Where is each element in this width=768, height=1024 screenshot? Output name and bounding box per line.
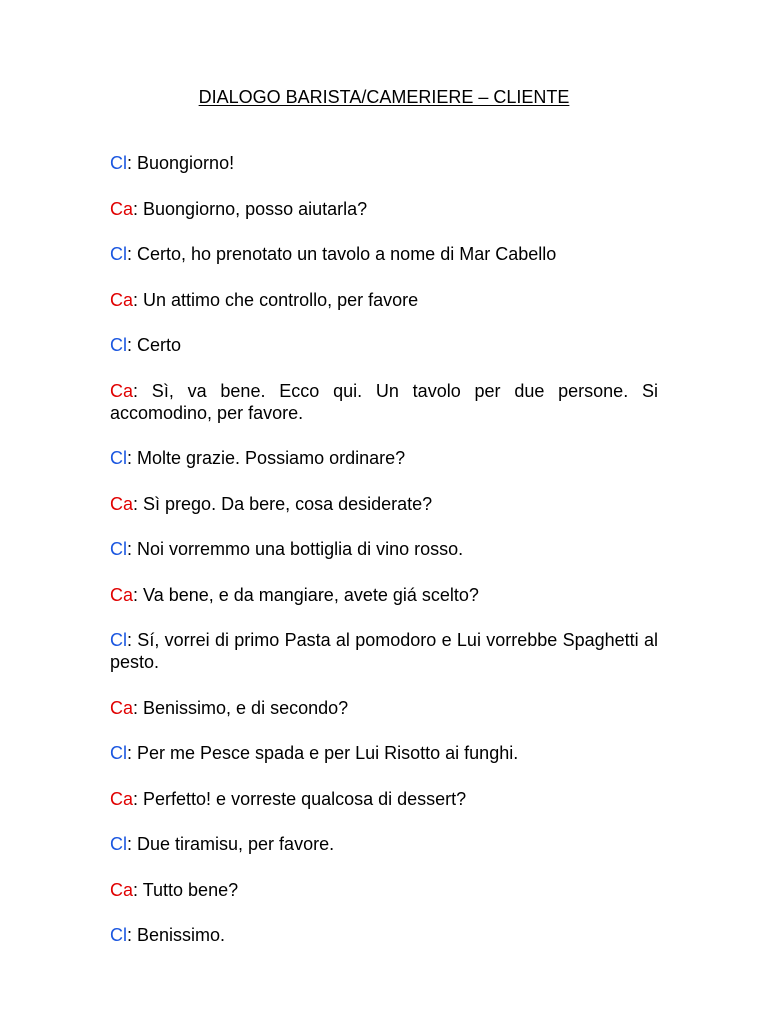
utterance-text: : Sì prego. Da bere, cosa desiderate? — [133, 493, 433, 514]
dialogue-line — [110, 380, 658, 424]
speaker-label: Ca — [110, 198, 134, 219]
utterance-text: : Certo — [127, 335, 182, 355]
utterance-text: : Perfetto! e vorreste qualcosa di dessert? — [133, 788, 467, 809]
speaker-label: Cl — [110, 539, 127, 559]
speaker-label: Cl — [110, 244, 127, 264]
dialogue-line — [110, 538, 658, 560]
speaker-label: Cl — [110, 834, 127, 854]
utterance-text: : Certo, ho prenotato un tavolo a nome di Mar Cabello — [127, 244, 557, 264]
utterance-text: : Molte grazie. Possiamo ordinare? — [127, 448, 406, 468]
dialogue-line — [110, 879, 658, 901]
utterance-text: : Sì, va bene. Ecco qui. Un tavolo per due persone. Si accomodino, per favore. — [110, 380, 658, 423]
speaker-label: Cl — [110, 448, 127, 468]
dialogue-line — [110, 493, 658, 515]
dialogue-list — [110, 152, 658, 946]
utterance-text: : Va bene, e da mangiare, avete giá scelto? — [133, 584, 479, 605]
speaker-label: Ca — [110, 697, 134, 718]
speaker-label: Ca — [110, 788, 134, 809]
dialogue-line — [110, 833, 658, 855]
dialogue-line — [110, 334, 658, 356]
utterance-text: : Sí, vorrei di primo Pasta al pomodoro e Lui vorrebbe Spaghetti al pesto. — [110, 630, 658, 672]
document-title: DIALOGO BARISTA/CAMERIERE – CLIENTE — [198, 87, 570, 107]
dialogue-line — [110, 788, 658, 810]
dialogue-line — [110, 152, 658, 174]
dialogue-line — [110, 742, 658, 764]
dialogue-line — [110, 697, 658, 719]
speaker-label: Ca — [110, 380, 134, 401]
utterance-text: : Buongiorno! — [127, 153, 235, 173]
utterance-text: : Per me Pesce spada e per Lui Risotto ai funghi. — [127, 743, 519, 763]
utterance-text: : Due tiramisu, per favore. — [127, 834, 335, 854]
dialogue-line — [110, 924, 658, 946]
speaker-label: Cl — [110, 335, 127, 355]
speaker-label: Cl — [110, 925, 127, 945]
utterance-text: : Benissimo. — [127, 925, 226, 945]
utterance-text: : Tutto bene? — [133, 879, 239, 900]
dialogue-line — [110, 584, 658, 606]
speaker-label: Cl — [110, 630, 127, 650]
dialogue-line — [110, 243, 658, 265]
dialogue-line — [110, 447, 658, 469]
speaker-label: Cl — [110, 743, 127, 763]
speaker-label: Ca — [110, 584, 134, 605]
utterance-text: : Un attimo che controllo, per favore — [133, 289, 419, 310]
speaker-label: Ca — [110, 289, 134, 310]
speaker-label: Ca — [110, 493, 134, 514]
utterance-text: : Benissimo, e di secondo? — [133, 697, 349, 718]
dialogue-line — [110, 629, 658, 673]
dialogue-line — [110, 198, 658, 220]
speaker-label: Ca — [110, 879, 134, 900]
utterance-text: : Noi vorremmo una bottiglia di vino rosso. — [127, 539, 464, 559]
speaker-label: Cl — [110, 153, 127, 173]
dialogue-line — [110, 289, 658, 311]
utterance-text: : Buongiorno, posso aiutarla? — [133, 198, 368, 219]
document-page — [110, 86, 658, 970]
